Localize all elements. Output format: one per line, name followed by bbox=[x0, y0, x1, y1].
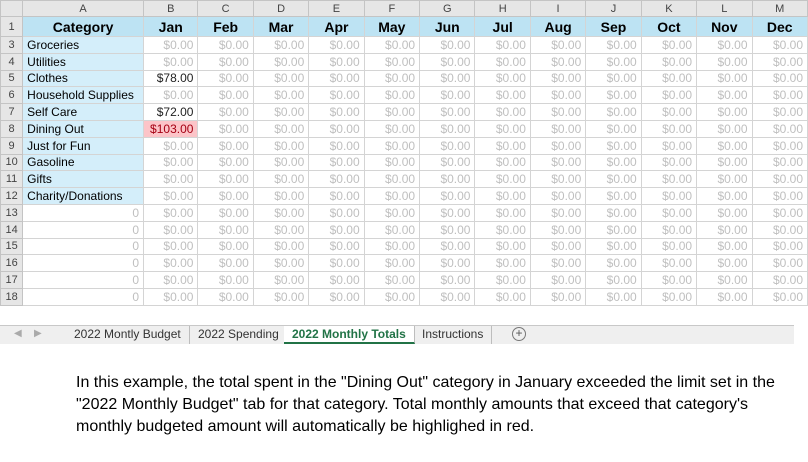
amount-cell[interactable]: $0.00 bbox=[253, 104, 308, 121]
amount-cell[interactable]: $0.00 bbox=[364, 70, 419, 87]
month-header-jun[interactable]: Jun bbox=[420, 17, 475, 37]
amount-cell[interactable]: $0.00 bbox=[530, 87, 585, 104]
amount-cell[interactable]: $0.00 bbox=[586, 238, 641, 255]
amount-cell[interactable]: $0.00 bbox=[144, 171, 198, 188]
amount-cell[interactable]: $0.00 bbox=[586, 53, 641, 70]
table-row bbox=[1, 204, 808, 221]
amount-cell[interactable]: $0.00 bbox=[198, 272, 253, 289]
amount-cell[interactable]: $0.00 bbox=[198, 204, 253, 221]
row-number[interactable]: 12 bbox=[1, 188, 23, 205]
row-number[interactable]: 18 bbox=[1, 288, 23, 305]
amount-cell[interactable]: $0.00 bbox=[752, 104, 808, 121]
category-cell[interactable]: Self Care bbox=[23, 104, 144, 121]
amount-cell[interactable]: $0.00 bbox=[752, 70, 808, 87]
amount-cell[interactable]: $0.00 bbox=[530, 53, 585, 70]
category-cell[interactable]: 0 bbox=[23, 238, 144, 255]
category-cell[interactable]: 0 bbox=[23, 255, 144, 272]
amount-cell[interactable]: $0.00 bbox=[697, 104, 752, 121]
amount-cell[interactable]: $0.00 bbox=[144, 288, 198, 305]
amount-cell[interactable]: $0.00 bbox=[253, 87, 308, 104]
select-all-corner[interactable] bbox=[1, 1, 23, 17]
table-row bbox=[1, 288, 808, 305]
amount-cell[interactable]: $0.00 bbox=[253, 238, 308, 255]
amount-cell[interactable]: $0.00 bbox=[475, 188, 530, 205]
amount-cell[interactable]: $0.00 bbox=[420, 204, 475, 221]
amount-cell[interactable]: $0.00 bbox=[641, 272, 696, 289]
row-number[interactable]: 15 bbox=[1, 238, 23, 255]
column-header-l[interactable]: L bbox=[697, 1, 752, 17]
amount-cell[interactable]: $0.00 bbox=[641, 171, 696, 188]
amount-cell[interactable]: $0.00 bbox=[198, 37, 253, 54]
amount-cell[interactable]: $0.00 bbox=[752, 288, 808, 305]
amount-cell[interactable]: $0.00 bbox=[475, 272, 530, 289]
month-header-jan[interactable]: Jan bbox=[144, 17, 198, 37]
amount-cell[interactable]: $0.00 bbox=[752, 238, 808, 255]
amount-cell[interactable]: $0.00 bbox=[144, 137, 198, 154]
amount-cell[interactable]: $0.00 bbox=[144, 53, 198, 70]
row-number[interactable]: 16 bbox=[1, 255, 23, 272]
amount-cell[interactable]: $0.00 bbox=[144, 238, 198, 255]
sheet-tab[interactable]: 2022 Monthly Totals bbox=[284, 326, 415, 344]
amount-cell[interactable]: $0.00 bbox=[697, 53, 752, 70]
column-header-d[interactable]: D bbox=[253, 1, 308, 17]
amount-cell[interactable]: $0.00 bbox=[364, 87, 419, 104]
amount-cell[interactable]: $0.00 bbox=[253, 221, 308, 238]
amount-cell[interactable]: $0.00 bbox=[198, 171, 253, 188]
amount-cell[interactable]: $0.00 bbox=[752, 120, 808, 137]
row-number[interactable]: 8 bbox=[1, 120, 23, 137]
row-number[interactable]: 7 bbox=[1, 104, 23, 121]
amount-cell[interactable]: $0.00 bbox=[475, 238, 530, 255]
amount-cell[interactable]: $0.00 bbox=[475, 204, 530, 221]
amount-cell[interactable]: $0.00 bbox=[586, 221, 641, 238]
column-header-g[interactable]: G bbox=[420, 1, 475, 17]
amount-cell[interactable]: $0.00 bbox=[641, 104, 696, 121]
amount-cell[interactable]: $0.00 bbox=[586, 37, 641, 54]
category-cell[interactable]: 0 bbox=[23, 204, 144, 221]
amount-cell[interactable]: $0.00 bbox=[475, 171, 530, 188]
amount-cell[interactable]: $0.00 bbox=[530, 288, 585, 305]
amount-cell[interactable]: $0.00 bbox=[253, 70, 308, 87]
amount-cell[interactable]: $0.00 bbox=[530, 104, 585, 121]
amount-cell[interactable]: $0.00 bbox=[641, 238, 696, 255]
amount-cell[interactable]: $0.00 bbox=[752, 53, 808, 70]
amount-cell[interactable]: $0.00 bbox=[144, 272, 198, 289]
amount-cell[interactable]: $0.00 bbox=[641, 53, 696, 70]
category-cell[interactable]: Charity/Donations bbox=[23, 188, 144, 205]
row-number[interactable]: 1 bbox=[1, 17, 23, 37]
category-header[interactable]: Category bbox=[23, 17, 144, 37]
amount-cell[interactable]: $0.00 bbox=[475, 221, 530, 238]
instruction-note: In this example, the total spent in the "Dining Out" category in January exceeded the limit set in the "2022 Monthly Budget" tab for that category. Total monthly amounts that exceed that category's monthly budgeted amount will automatically be highlighed in red. bbox=[76, 374, 775, 435]
amount-cell[interactable]: $0.00 bbox=[364, 171, 419, 188]
amount-cell[interactable]: $0.00 bbox=[364, 255, 419, 272]
amount-cell[interactable]: $0.00 bbox=[309, 87, 364, 104]
row-number[interactable]: 3 bbox=[1, 37, 23, 54]
amount-cell[interactable]: $0.00 bbox=[420, 137, 475, 154]
amount-cell[interactable]: $0.00 bbox=[420, 53, 475, 70]
amount-cell[interactable]: $0.00 bbox=[309, 120, 364, 137]
amount-cell[interactable]: $72.00 bbox=[144, 104, 198, 121]
amount-cell[interactable]: $0.00 bbox=[752, 171, 808, 188]
amount-cell[interactable]: $0.00 bbox=[530, 204, 585, 221]
amount-cell[interactable]: $0.00 bbox=[641, 204, 696, 221]
category-cell[interactable]: 0 bbox=[23, 221, 144, 238]
amount-cell[interactable]: $0.00 bbox=[475, 154, 530, 171]
amount-cell[interactable]: $0.00 bbox=[697, 272, 752, 289]
amount-cell[interactable]: $0.00 bbox=[752, 137, 808, 154]
table-row bbox=[1, 37, 808, 54]
amount-cell[interactable]: $0.00 bbox=[697, 37, 752, 54]
amount-cell[interactable]: $0.00 bbox=[364, 104, 419, 121]
amount-cell[interactable]: $0.00 bbox=[144, 37, 198, 54]
table-row bbox=[1, 137, 808, 154]
table-row bbox=[1, 238, 808, 255]
amount-cell[interactable]: $0.00 bbox=[144, 87, 198, 104]
amount-cell[interactable]: $0.00 bbox=[641, 288, 696, 305]
amount-cell[interactable]: $0.00 bbox=[586, 87, 641, 104]
amount-cell[interactable]: $0.00 bbox=[475, 87, 530, 104]
amount-cell[interactable]: $0.00 bbox=[144, 154, 198, 171]
amount-cell[interactable]: $0.00 bbox=[697, 288, 752, 305]
amount-cell[interactable]: $0.00 bbox=[752, 255, 808, 272]
row-number[interactable]: 17 bbox=[1, 272, 23, 289]
table-row bbox=[1, 221, 808, 238]
amount-cell[interactable]: $0.00 bbox=[530, 221, 585, 238]
table-row bbox=[1, 171, 808, 188]
category-cell[interactable]: Clothes bbox=[23, 70, 144, 87]
amount-cell[interactable]: $0.00 bbox=[198, 137, 253, 154]
amount-cell[interactable]: $0.00 bbox=[475, 53, 530, 70]
amount-cell[interactable]: $0.00 bbox=[309, 204, 364, 221]
amount-cell[interactable]: $0.00 bbox=[641, 37, 696, 54]
category-cell[interactable]: Just for Fun bbox=[23, 137, 144, 154]
amount-cell[interactable]: $0.00 bbox=[530, 255, 585, 272]
amount-cell[interactable]: $0.00 bbox=[198, 255, 253, 272]
amount-cell[interactable]: $0.00 bbox=[253, 171, 308, 188]
month-header-mar[interactable]: Mar bbox=[253, 17, 308, 37]
amount-cell[interactable]: $0.00 bbox=[198, 87, 253, 104]
table-row bbox=[1, 70, 808, 87]
amount-cell[interactable]: $0.00 bbox=[309, 221, 364, 238]
amount-cell[interactable]: $0.00 bbox=[309, 37, 364, 54]
amount-cell[interactable]: $0.00 bbox=[364, 204, 419, 221]
amount-cell[interactable]: $0.00 bbox=[420, 154, 475, 171]
column-header-m[interactable]: M bbox=[752, 1, 808, 17]
amount-cell[interactable]: $0.00 bbox=[752, 221, 808, 238]
amount-cell[interactable]: $0.00 bbox=[144, 204, 198, 221]
amount-cell[interactable]: $0.00 bbox=[198, 104, 253, 121]
amount-cell[interactable]: $0.00 bbox=[364, 238, 419, 255]
row-number[interactable]: 13 bbox=[1, 204, 23, 221]
sheet-tab[interactable]: 2022 Spending bbox=[190, 326, 288, 344]
amount-cell[interactable]: $0.00 bbox=[420, 104, 475, 121]
amount-cell[interactable]: $0.00 bbox=[309, 154, 364, 171]
amount-cell[interactable]: $0.00 bbox=[530, 188, 585, 205]
table-row bbox=[1, 255, 808, 272]
amount-cell[interactable]: $0.00 bbox=[309, 171, 364, 188]
amount-cell[interactable]: $0.00 bbox=[752, 154, 808, 171]
category-cell[interactable]: 0 bbox=[23, 272, 144, 289]
column-header-b[interactable]: B bbox=[144, 1, 198, 17]
amount-cell[interactable]: $0.00 bbox=[253, 288, 308, 305]
amount-cell[interactable]: $0.00 bbox=[420, 255, 475, 272]
amount-cell[interactable]: $0.00 bbox=[641, 188, 696, 205]
amount-cell[interactable]: $0.00 bbox=[420, 188, 475, 205]
month-header-oct[interactable]: Oct bbox=[641, 17, 696, 37]
amount-cell[interactable]: $0.00 bbox=[253, 204, 308, 221]
amount-cell[interactable]: $0.00 bbox=[697, 120, 752, 137]
sheet-tab[interactable]: 2022 Montly Budget bbox=[66, 326, 190, 344]
amount-cell[interactable]: $0.00 bbox=[697, 238, 752, 255]
amount-cell[interactable]: $0.00 bbox=[752, 87, 808, 104]
month-header-dec[interactable]: Dec bbox=[752, 17, 808, 37]
column-header-a[interactable]: A bbox=[23, 1, 144, 17]
amount-cell[interactable]: $0.00 bbox=[697, 188, 752, 205]
sheet-tab[interactable]: Instructions bbox=[414, 326, 492, 344]
month-header-may[interactable]: May bbox=[364, 17, 419, 37]
amount-cell[interactable]: $0.00 bbox=[309, 272, 364, 289]
category-cell[interactable]: Household Supplies bbox=[23, 87, 144, 104]
amount-cell[interactable]: $0.00 bbox=[530, 171, 585, 188]
amount-cell[interactable]: $0.00 bbox=[586, 255, 641, 272]
amount-cell[interactable]: $0.00 bbox=[752, 204, 808, 221]
amount-cell[interactable]: $0.00 bbox=[364, 120, 419, 137]
amount-cell[interactable]: $0.00 bbox=[309, 188, 364, 205]
amount-cell[interactable]: $0.00 bbox=[530, 154, 585, 171]
amount-cell[interactable]: $0.00 bbox=[420, 37, 475, 54]
amount-cell[interactable]: $0.00 bbox=[697, 154, 752, 171]
amount-cell[interactable]: $0.00 bbox=[530, 37, 585, 54]
table-row bbox=[1, 272, 808, 289]
amount-cell[interactable]: $0.00 bbox=[364, 221, 419, 238]
amount-cell[interactable]: $0.00 bbox=[198, 188, 253, 205]
amount-cell[interactable]: $0.00 bbox=[586, 272, 641, 289]
amount-cell[interactable]: $0.00 bbox=[420, 221, 475, 238]
month-header-feb[interactable]: Feb bbox=[198, 17, 253, 37]
amount-cell[interactable]: $0.00 bbox=[475, 104, 530, 121]
category-cell[interactable]: Gifts bbox=[23, 171, 144, 188]
amount-cell[interactable]: $0.00 bbox=[641, 70, 696, 87]
amount-cell[interactable]: $0.00 bbox=[198, 70, 253, 87]
amount-cell[interactable]: $0.00 bbox=[420, 70, 475, 87]
amount-cell[interactable]: $0.00 bbox=[475, 37, 530, 54]
amount-cell[interactable]: $0.00 bbox=[198, 53, 253, 70]
column-header-c[interactable]: C bbox=[198, 1, 253, 17]
prev-sheet-icon[interactable]: ◀ bbox=[14, 328, 22, 339]
amount-cell[interactable]: $0.00 bbox=[309, 70, 364, 87]
amount-cell[interactable]: $0.00 bbox=[364, 272, 419, 289]
amount-cell[interactable]: $0.00 bbox=[641, 221, 696, 238]
table-row bbox=[1, 53, 808, 70]
amount-cell[interactable]: $0.00 bbox=[253, 120, 308, 137]
column-header-k[interactable]: K bbox=[641, 1, 696, 17]
amount-cell[interactable]: $0.00 bbox=[641, 255, 696, 272]
amount-cell[interactable]: $0.00 bbox=[641, 87, 696, 104]
amount-cell[interactable]: $0.00 bbox=[530, 120, 585, 137]
amount-cell[interactable]: $0.00 bbox=[641, 137, 696, 154]
amount-cell[interactable]: $0.00 bbox=[364, 53, 419, 70]
amount-cell[interactable]: $0.00 bbox=[586, 204, 641, 221]
category-cell[interactable]: Groceries bbox=[23, 37, 144, 54]
amount-cell[interactable]: $0.00 bbox=[697, 204, 752, 221]
amount-cell[interactable]: $0.00 bbox=[309, 53, 364, 70]
amount-cell[interactable]: $0.00 bbox=[364, 154, 419, 171]
amount-cell[interactable]: $0.00 bbox=[641, 120, 696, 137]
row-number[interactable]: 10 bbox=[1, 154, 23, 171]
amount-cell[interactable]: $0.00 bbox=[586, 154, 641, 171]
amount-cell[interactable]: $0.00 bbox=[253, 37, 308, 54]
amount-cell[interactable]: $0.00 bbox=[420, 87, 475, 104]
month-header-sep[interactable]: Sep bbox=[586, 17, 641, 37]
amount-cell[interactable]: $0.00 bbox=[364, 37, 419, 54]
amount-cell[interactable]: $0.00 bbox=[475, 255, 530, 272]
column-header-i[interactable]: I bbox=[530, 1, 585, 17]
amount-cell[interactable]: $0.00 bbox=[144, 221, 198, 238]
row-number[interactable]: 9 bbox=[1, 137, 23, 154]
amount-cell[interactable]: $0.00 bbox=[697, 137, 752, 154]
table-row bbox=[1, 188, 808, 205]
table-row bbox=[1, 87, 808, 104]
row-number[interactable]: 4 bbox=[1, 53, 23, 70]
row-number[interactable]: 11 bbox=[1, 171, 23, 188]
amount-cell[interactable]: $0.00 bbox=[752, 188, 808, 205]
amount-cell[interactable]: $0.00 bbox=[144, 188, 198, 205]
amount-cell[interactable]: $0.00 bbox=[253, 137, 308, 154]
column-header-row bbox=[1, 1, 808, 17]
amount-cell[interactable]: $0.00 bbox=[420, 120, 475, 137]
amount-cell[interactable]: $0.00 bbox=[586, 70, 641, 87]
category-cell[interactable]: 0 bbox=[23, 288, 144, 305]
month-header-jul[interactable]: Jul bbox=[475, 17, 530, 37]
amount-cell[interactable]: $0.00 bbox=[586, 188, 641, 205]
amount-cell[interactable]: $0.00 bbox=[697, 87, 752, 104]
month-header-row bbox=[1, 17, 808, 37]
amount-cell[interactable]: $0.00 bbox=[364, 288, 419, 305]
category-cell[interactable]: Utilities bbox=[23, 53, 144, 70]
amount-cell[interactable]: $0.00 bbox=[364, 188, 419, 205]
amount-cell[interactable]: $0.00 bbox=[530, 70, 585, 87]
amount-cell[interactable]: $0.00 bbox=[309, 255, 364, 272]
amount-cell[interactable]: $0.00 bbox=[697, 255, 752, 272]
amount-cell[interactable]: $0.00 bbox=[420, 288, 475, 305]
amount-cell[interactable]: $0.00 bbox=[198, 154, 253, 171]
amount-cell[interactable]: $0.00 bbox=[475, 137, 530, 154]
table-row bbox=[1, 104, 808, 121]
month-header-apr[interactable]: Apr bbox=[309, 17, 364, 37]
amount-cell[interactable]: $0.00 bbox=[475, 120, 530, 137]
amount-cell[interactable]: $0.00 bbox=[309, 137, 364, 154]
amount-cell[interactable]: $103.00 bbox=[144, 120, 198, 137]
amount-cell[interactable]: $0.00 bbox=[253, 255, 308, 272]
amount-cell[interactable]: $0.00 bbox=[198, 221, 253, 238]
category-cell[interactable]: Gasoline bbox=[23, 154, 144, 171]
category-cell[interactable]: Dining Out bbox=[23, 120, 144, 137]
amount-cell[interactable]: $0.00 bbox=[420, 238, 475, 255]
column-header-h[interactable]: H bbox=[475, 1, 530, 17]
amount-cell[interactable]: $0.00 bbox=[253, 53, 308, 70]
month-header-aug[interactable]: Aug bbox=[530, 17, 585, 37]
amount-cell[interactable]: $0.00 bbox=[309, 238, 364, 255]
amount-cell[interactable]: $0.00 bbox=[586, 171, 641, 188]
amount-cell[interactable]: $0.00 bbox=[198, 238, 253, 255]
amount-cell[interactable]: $0.00 bbox=[697, 171, 752, 188]
amount-cell[interactable]: $0.00 bbox=[253, 188, 308, 205]
amount-cell[interactable]: $0.00 bbox=[752, 272, 808, 289]
amount-cell[interactable]: $0.00 bbox=[475, 288, 530, 305]
amount-cell[interactable]: $0.00 bbox=[752, 37, 808, 54]
sheet-tab-bar bbox=[0, 325, 794, 344]
next-sheet-icon[interactable]: ▶ bbox=[34, 328, 42, 339]
amount-cell[interactable]: $0.00 bbox=[530, 137, 585, 154]
amount-cell[interactable]: $0.00 bbox=[309, 288, 364, 305]
amount-cell[interactable]: $0.00 bbox=[144, 255, 198, 272]
amount-cell[interactable]: $0.00 bbox=[697, 70, 752, 87]
amount-cell[interactable]: $0.00 bbox=[530, 238, 585, 255]
column-header-e[interactable]: E bbox=[309, 1, 364, 17]
amount-cell[interactable]: $0.00 bbox=[586, 104, 641, 121]
amount-cell[interactable]: $0.00 bbox=[253, 272, 308, 289]
amount-cell[interactable]: $0.00 bbox=[475, 70, 530, 87]
amount-cell[interactable]: $0.00 bbox=[309, 104, 364, 121]
amount-cell[interactable]: $0.00 bbox=[586, 288, 641, 305]
amount-cell[interactable]: $0.00 bbox=[364, 137, 419, 154]
row-number[interactable]: 5 bbox=[1, 70, 23, 87]
table-row bbox=[1, 120, 808, 137]
amount-cell[interactable]: $0.00 bbox=[420, 272, 475, 289]
column-header-f[interactable]: F bbox=[364, 1, 419, 17]
add-sheet-icon[interactable]: + bbox=[512, 327, 526, 341]
column-header-j[interactable]: J bbox=[586, 1, 641, 17]
amount-cell[interactable]: $78.00 bbox=[144, 70, 198, 87]
amount-cell[interactable]: $0.00 bbox=[198, 288, 253, 305]
amount-cell[interactable]: $0.00 bbox=[586, 137, 641, 154]
row-number[interactable]: 14 bbox=[1, 221, 23, 238]
amount-cell[interactable]: $0.00 bbox=[697, 221, 752, 238]
amount-cell[interactable]: $0.00 bbox=[530, 272, 585, 289]
amount-cell[interactable]: $0.00 bbox=[586, 120, 641, 137]
row-number[interactable]: 6 bbox=[1, 87, 23, 104]
amount-cell[interactable]: $0.00 bbox=[198, 120, 253, 137]
amount-cell[interactable]: $0.00 bbox=[420, 171, 475, 188]
month-header-nov[interactable]: Nov bbox=[697, 17, 752, 37]
table-row bbox=[1, 154, 808, 171]
amount-cell[interactable]: $0.00 bbox=[253, 154, 308, 171]
amount-cell[interactable]: $0.00 bbox=[641, 154, 696, 171]
